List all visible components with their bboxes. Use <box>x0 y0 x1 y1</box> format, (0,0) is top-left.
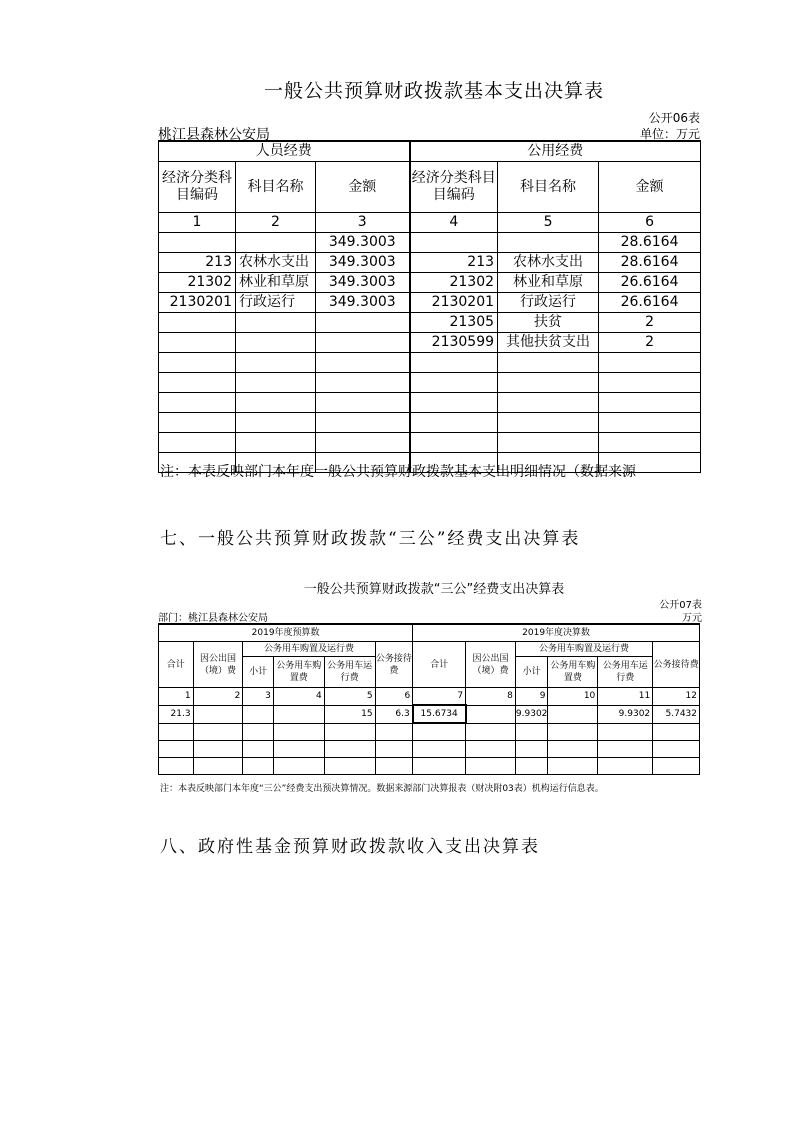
basic-expenditure-table <box>158 140 701 473</box>
table2-title: 一般公共预算财政拨款“三公”经费支出决算表 <box>303 582 565 597</box>
column-header: 合计 <box>159 642 194 688</box>
column-header: 小计 <box>243 657 274 688</box>
table-cell <box>159 313 236 333</box>
table-row <box>159 373 701 393</box>
table-cell <box>410 373 498 393</box>
budget-group-header: 2019年度预算数 <box>159 624 413 642</box>
table2-note: 注：本表反映部门本年度“三公”经费支出预决算情况。数据来源部门决算报表（财决附03表）机构运行信息表。 <box>160 784 604 794</box>
table-cell: 21302 <box>159 273 236 293</box>
table-cell: 扶贫 <box>498 313 599 333</box>
table-cell <box>159 353 236 373</box>
table-cell: 349.3003 <box>316 293 410 313</box>
table-cell: 2130599 <box>410 333 498 353</box>
column-header: 经济分类科目编码 <box>159 162 236 213</box>
section-7-heading: 七、一般公共预算财政拨款“三公”经费支出决算表 <box>160 529 581 549</box>
column-header: 公务用车运行费 <box>324 657 375 688</box>
column-header: 因公出国（境）费 <box>466 642 516 688</box>
table-cell <box>236 433 316 453</box>
column-number: 4 <box>410 213 498 233</box>
table2-department: 部门：桃江县森林公安局 <box>158 613 268 624</box>
table-cell <box>159 413 236 433</box>
table1-body <box>159 233 701 473</box>
column-number-row <box>159 688 700 706</box>
table-cell: 349.3003 <box>316 233 410 253</box>
column-header: 小计 <box>515 657 548 688</box>
table-cell <box>599 433 701 453</box>
table-cell <box>410 413 498 433</box>
table-cell <box>498 433 599 453</box>
table-cell: 5.7432 <box>653 705 700 723</box>
table-cell: 15 <box>324 705 375 723</box>
table-cell <box>548 705 598 723</box>
table-cell <box>243 705 274 723</box>
column-number: 7 <box>413 688 466 706</box>
column-number: 3 <box>316 213 410 233</box>
table-cell <box>410 353 498 373</box>
column-number: 2 <box>236 213 316 233</box>
table-cell <box>316 333 410 353</box>
table-cell <box>316 433 410 453</box>
table-cell <box>159 373 236 393</box>
column-header: 公务接待费 <box>375 642 413 688</box>
table-row <box>159 353 701 373</box>
table-cell <box>410 393 498 413</box>
table1-unit: 单位：万元 <box>639 127 700 141</box>
column-number: 11 <box>598 688 653 706</box>
column-header: 公务用车购置费 <box>548 657 598 688</box>
table-cell: 21302 <box>410 273 498 293</box>
three-public-expenses-table-block <box>158 578 714 798</box>
table-cell <box>193 705 243 723</box>
table-cell: 213 <box>159 253 236 273</box>
table-cell <box>498 393 599 413</box>
table-cell <box>466 705 516 723</box>
table-row <box>159 705 700 723</box>
table-cell: 行政运行 <box>498 293 599 313</box>
table2-form-number: 公开07表 <box>659 600 702 611</box>
table-cell <box>599 393 701 413</box>
table-cell <box>159 233 236 253</box>
table1-form-number: 公开06表 <box>648 111 700 125</box>
column-number: 8 <box>466 688 516 706</box>
table-cell: 行政运行 <box>236 293 316 313</box>
table-cell <box>316 393 410 413</box>
column-number: 6 <box>599 213 701 233</box>
column-number: 9 <box>515 688 548 706</box>
table-cell: 9.9302 <box>598 705 653 723</box>
table-cell: 28.6164 <box>599 233 701 253</box>
table-row <box>159 233 701 253</box>
table-cell <box>599 353 701 373</box>
table1-title: 一般公共预算财政拨款基本支出决算表 <box>263 80 604 102</box>
table-cell: 2130201 <box>159 293 236 313</box>
column-number: 1 <box>159 688 194 706</box>
table-row <box>159 393 701 413</box>
car-group-header: 公务用车购置及运行费 <box>515 642 652 657</box>
table-cell: 9.9302 <box>515 705 548 723</box>
table-cell: 2130201 <box>410 293 498 313</box>
column-number: 5 <box>324 688 375 706</box>
table-cell: 林业和草原 <box>236 273 316 293</box>
table-row <box>159 253 701 273</box>
table-row <box>159 413 701 433</box>
column-number: 5 <box>498 213 599 233</box>
table-cell: 林业和草原 <box>498 273 599 293</box>
column-header: 经济分类科目目编码 <box>410 162 498 213</box>
public-group-header: 公用经费 <box>410 141 701 162</box>
three-public-expenses-table <box>158 623 700 775</box>
table-cell <box>236 373 316 393</box>
column-number: 4 <box>273 688 324 706</box>
table-cell: 21.3 <box>159 705 194 723</box>
column-header: 合计 <box>413 642 466 688</box>
personnel-group-header: 人员经费 <box>159 141 410 162</box>
table-cell: 15.6734 <box>413 705 466 723</box>
table-cell <box>236 393 316 413</box>
column-header: 金额 <box>599 162 701 213</box>
table-cell: 26.6164 <box>599 273 701 293</box>
table-cell: 2 <box>599 333 701 353</box>
column-number: 12 <box>653 688 700 706</box>
column-header: 因公出国（境）费 <box>193 642 243 688</box>
table-cell: 21305 <box>410 313 498 333</box>
table-row <box>159 433 701 453</box>
table-cell <box>236 333 316 353</box>
table-cell <box>236 413 316 433</box>
table-cell <box>236 233 316 253</box>
column-number: 1 <box>159 213 236 233</box>
table-cell <box>159 393 236 413</box>
column-number: 6 <box>375 688 413 706</box>
table-cell <box>599 413 701 433</box>
column-header: 金额 <box>316 162 410 213</box>
table-row <box>159 333 701 353</box>
table-cell: 26.6164 <box>599 293 701 313</box>
table-cell: 28.6164 <box>599 253 701 273</box>
table-row <box>159 293 701 313</box>
table-cell: 农林水支出 <box>236 253 316 273</box>
column-header: 科目名称 <box>236 162 316 213</box>
table-cell <box>316 353 410 373</box>
table1-department: 桃江县森林公安局 <box>158 127 270 143</box>
column-header: 科目名称 <box>498 162 599 213</box>
table-cell <box>159 333 236 353</box>
final-group-header: 2019年度决算数 <box>413 624 700 642</box>
table-cell <box>316 313 410 333</box>
table-cell <box>498 353 599 373</box>
column-number: 10 <box>548 688 598 706</box>
table-cell: 349.3003 <box>316 273 410 293</box>
table1-note: 注：本表反映部门本年度一般公共预算财政拨款基本支出明细情况（数据来源 <box>160 464 636 480</box>
table-cell <box>498 373 599 393</box>
table-cell <box>159 433 236 453</box>
column-header: 公务用车运行费 <box>598 657 653 688</box>
table-cell: 农林水支出 <box>498 253 599 273</box>
table-cell <box>410 233 498 253</box>
table-cell <box>316 413 410 433</box>
section-8-heading: 八、政府性基金预算财政拨款收入支出决算表 <box>160 837 540 857</box>
table-cell: 213 <box>410 253 498 273</box>
table-cell <box>273 705 324 723</box>
table2-unit: 万元 <box>682 613 702 624</box>
table-cell <box>236 353 316 373</box>
column-number: 3 <box>243 688 274 706</box>
table-cell <box>599 373 701 393</box>
table-cell: 349.3003 <box>316 253 410 273</box>
table-cell: 其他扶贫支出 <box>498 333 599 353</box>
column-header: 公务用车购置费 <box>273 657 324 688</box>
column-header: 公务接待费 <box>653 642 700 688</box>
column-number: 2 <box>193 688 243 706</box>
table-cell <box>410 433 498 453</box>
table-cell <box>236 313 316 333</box>
table-cell: 2 <box>599 313 701 333</box>
table-cell: 6.3 <box>375 705 413 723</box>
car-group-header: 公务用车购置及运行费 <box>243 642 375 657</box>
table-cell <box>316 373 410 393</box>
table-row <box>159 273 701 293</box>
basic-expenditure-table-block <box>158 68 710 488</box>
table-row <box>159 313 701 333</box>
table-cell <box>498 413 599 433</box>
table-cell <box>498 233 599 253</box>
